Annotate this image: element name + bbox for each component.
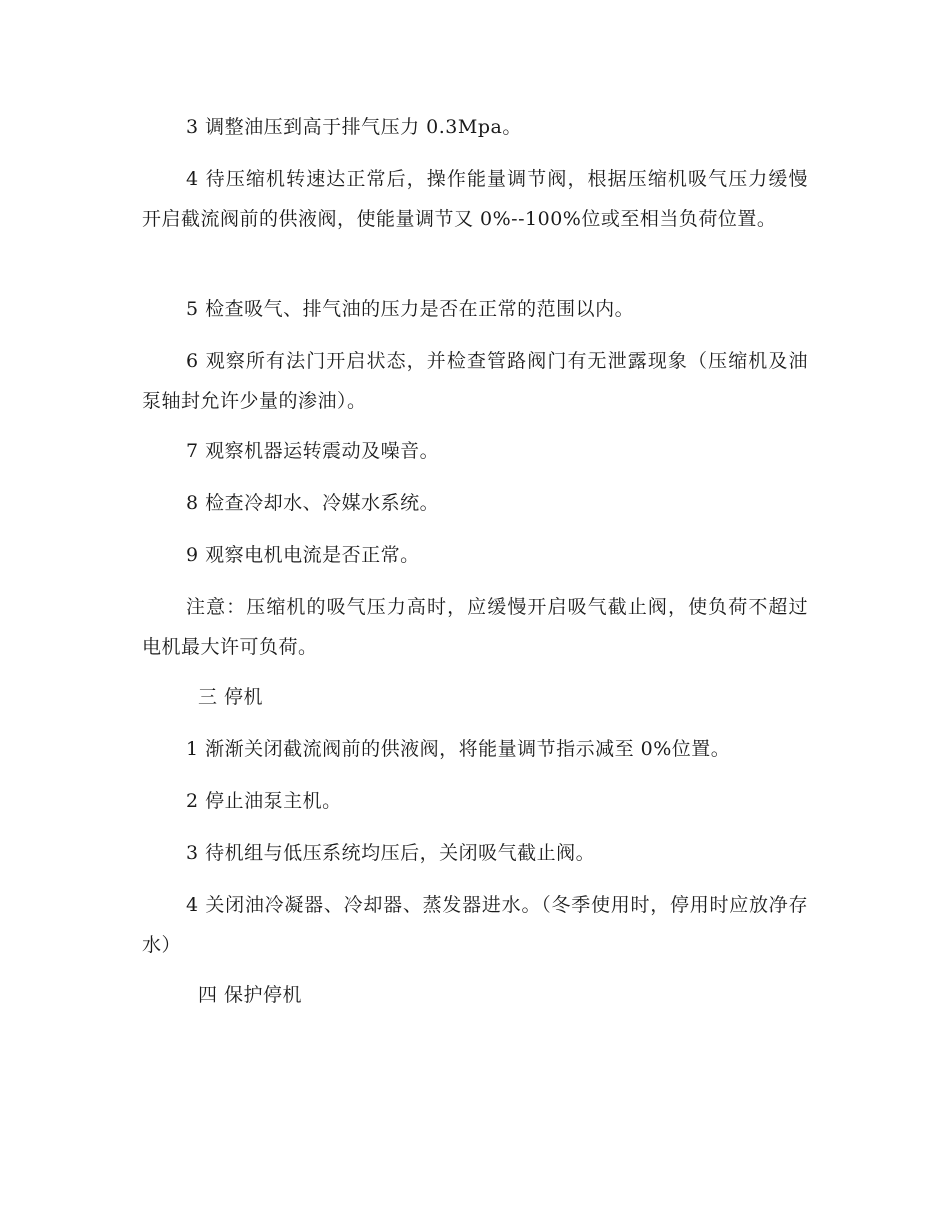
paragraph-shutdown-step-4: 4 关闭油冷凝器、冷却器、蒸发器进水。（冬季使用时，停用时应放净存水） — [142, 894, 808, 956]
section-heading-protective-shutdown: 四 保护停机 — [198, 984, 303, 1006]
paragraph-step-5-check-pressure: 5 检查吸气、排气油的压力是否在正常的范围以内。 — [186, 298, 635, 320]
paragraph-step-4-capacity-valve: 4 待压缩机转速达正常后，操作能量调节阀，根据压缩机吸气压力缓慢开启截流阀前的供液阀，使能量调节又 0%--100%位或至相当负荷位置。 — [142, 168, 808, 230]
paragraph-step-8-water-system: 8 检查冷却水、冷媒水系统。 — [186, 492, 440, 514]
paragraph-step-3-oil-pressure: 3 调整油压到高于排气压力 0.3Mpa。 — [186, 116, 522, 138]
paragraph-step-6-valve-leak: 6 观察所有法门开启状态，并检查管路阀门有无泄露现象（压缩机及油泵轴封允许少量的渗油）。 — [142, 350, 808, 412]
paragraph-step-9-motor-current: 9 观察电机电流是否正常。 — [186, 544, 420, 566]
section-heading-shutdown: 三 停机 — [198, 686, 264, 708]
paragraph-shutdown-step-3: 3 待机组与低压系统均压后，关闭吸气截止阀。 — [186, 842, 596, 864]
paragraph-note: 注意：压缩机的吸气压力高时，应缓慢开启吸气截止阀，使负荷不超过电机最大许可负荷。 — [142, 596, 808, 658]
paragraph-shutdown-step-1: 1 渐渐关闭截流阀前的供液阀，将能量调节指示减至 0%位置。 — [186, 738, 731, 760]
paragraph-shutdown-step-2: 2 停止油泵主机。 — [186, 790, 342, 812]
paragraph-step-7-vibration: 7 观察机器运转震动及噪音。 — [186, 440, 440, 462]
